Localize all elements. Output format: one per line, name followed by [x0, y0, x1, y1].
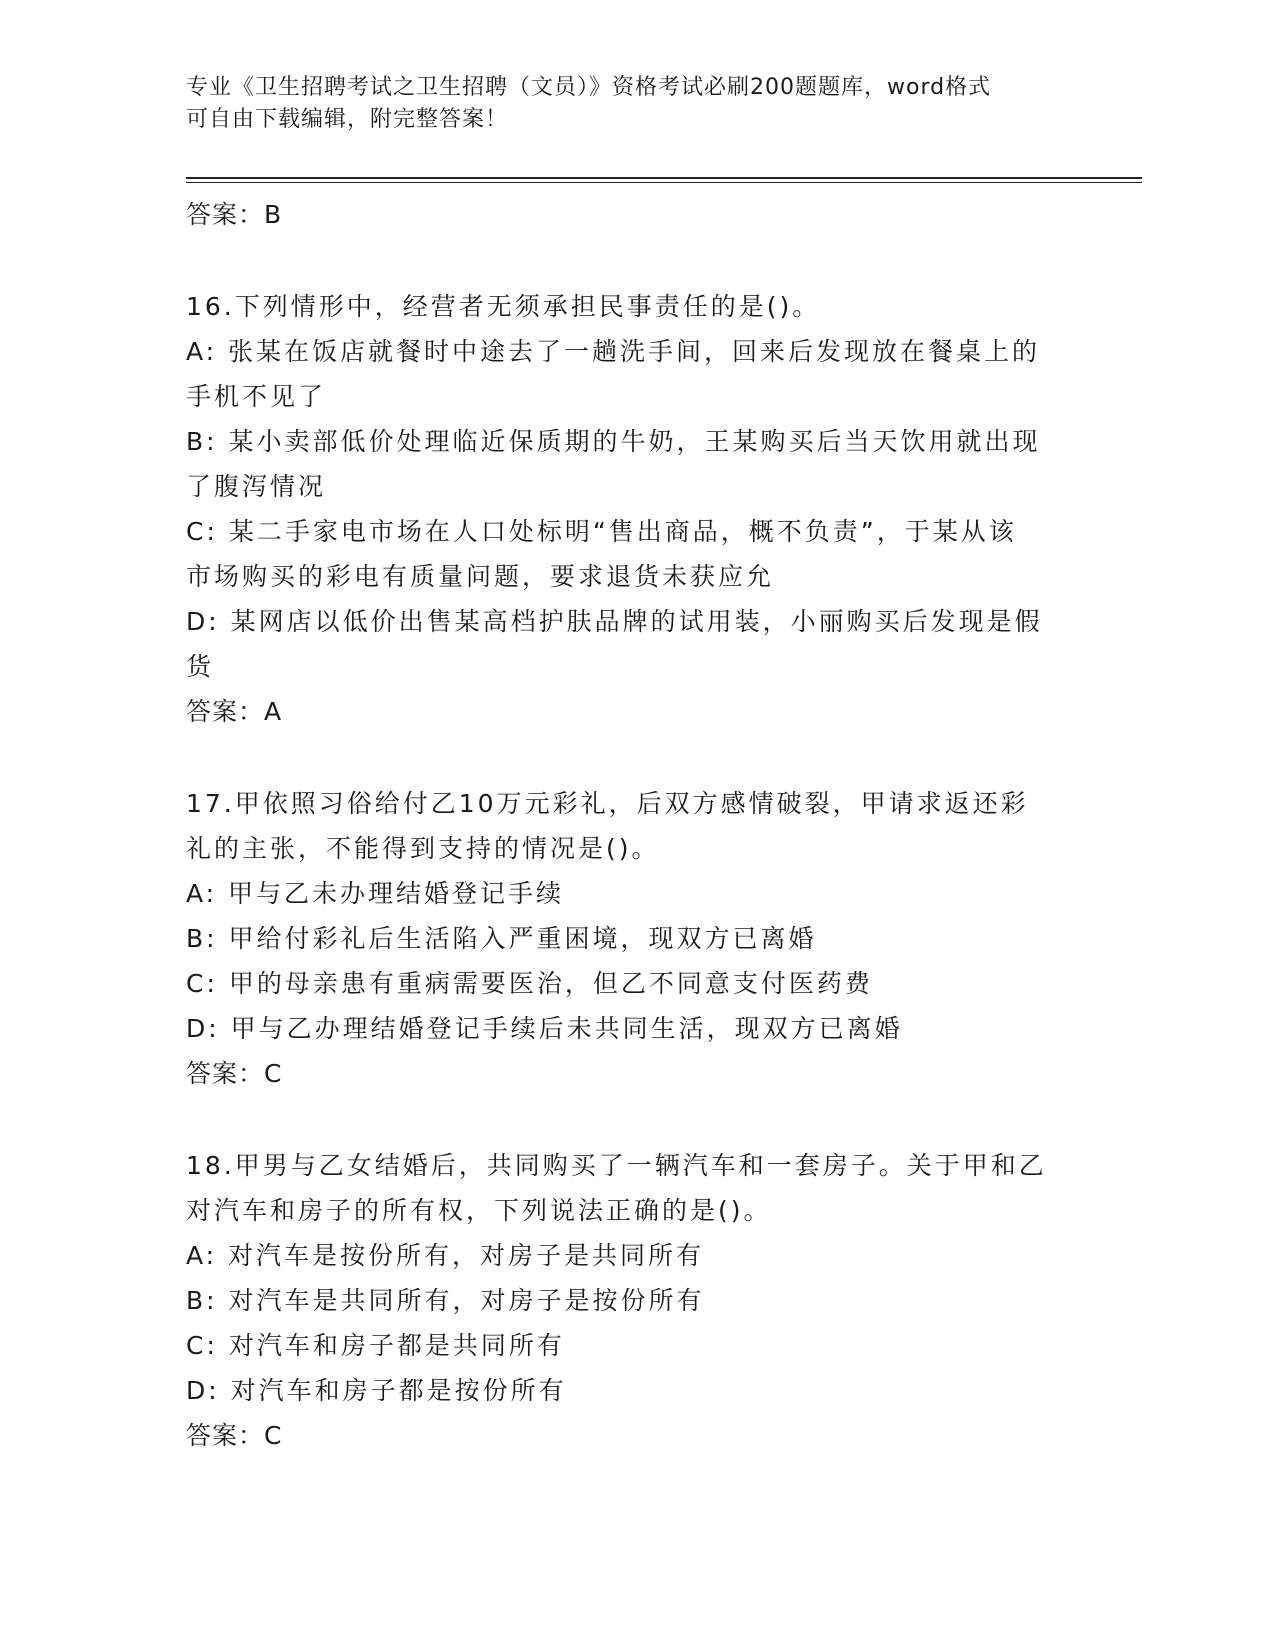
header-line-1: 专业《卫生招聘考试之卫生招聘（文员）》资格考试必刷200题题库，word格式: [186, 75, 992, 100]
header-line-2: 可自由下载编辑，附完整答案！: [186, 107, 509, 132]
question-16: [186, 284, 1066, 734]
option-a: [186, 329, 1066, 419]
answer: 答案：C: [186, 1421, 283, 1450]
spacer: [186, 734, 1066, 781]
question-stem-line: 18.甲男与乙女结婚后，共同购买了一辆汽车和一套房子。关于甲和乙: [186, 1151, 1047, 1180]
option-line: 市场购买的彩电有质量问题，要求退货未获应允: [186, 562, 775, 591]
option-c: C: 对汽车和房子都是共同所有: [186, 1331, 565, 1360]
document-header: [186, 72, 1066, 136]
spacer: [186, 1096, 1066, 1143]
answer: 答案：C: [186, 1059, 283, 1088]
option-d: D: 对汽车和房子都是按份所有: [186, 1376, 567, 1405]
question-stem-line: 礼的主张，不能得到支持的情况是()。: [186, 834, 660, 863]
option-b: B: 甲给付彩礼后生活陷入严重困境，现双方已离婚: [186, 924, 817, 953]
question-stem-line: 17.甲依照习俗给付乙10万元彩礼，后双方感情破裂，甲请求返还彩: [186, 789, 1029, 818]
option-b: [186, 419, 1066, 509]
question-stem-line: 对汽车和房子的所有权，下列说法正确的是()。: [186, 1196, 772, 1225]
spacer: [186, 237, 1066, 284]
option-line: A: 张某在饭店就餐时中途去了一趟洗手间，回来后发现放在餐桌上的: [186, 337, 1041, 366]
option-line: B: 某小卖部低价处理临近保质期的牛奶，王某购买后当天饮用就出现: [186, 427, 1041, 456]
option-line: D: 某网店以低价出售某高档护肤品牌的试用装，小丽购买后发现是假: [186, 607, 1043, 636]
option-d: [186, 599, 1066, 689]
header-divider-thin: [186, 182, 1142, 183]
question-17: [186, 781, 1066, 1096]
option-d: D: 甲与乙办理结婚登记手续后未共同生活，现双方已离婚: [186, 1014, 903, 1043]
option-b: B: 对汽车是共同所有，对房子是按份所有: [186, 1286, 705, 1315]
answer: 答案：A: [186, 697, 283, 726]
option-c: [186, 509, 1066, 599]
option-line: 货: [186, 652, 215, 681]
header-divider-thick: [186, 177, 1142, 179]
question-list: [186, 192, 1066, 1458]
question-stem-line: 16.下列情形中，经营者无须承担民事责任的是()。: [186, 292, 821, 321]
option-a: A: 甲与乙未办理结婚登记手续: [186, 879, 565, 908]
option-line: 了腹泻情况: [186, 472, 327, 501]
option-line: 手机不见了: [186, 382, 327, 411]
option-c: C: 甲的母亲患有重病需要医治，但乙不同意支付医药费: [186, 969, 873, 998]
option-line: C: 某二手家电市场在人口处标明“售出商品，概不负责”，于某从该: [186, 517, 1017, 546]
question-18: [186, 1143, 1066, 1458]
option-a: A: 对汽车是按份所有，对房子是共同所有: [186, 1241, 705, 1270]
previous-answer: 答案：B: [186, 200, 283, 229]
